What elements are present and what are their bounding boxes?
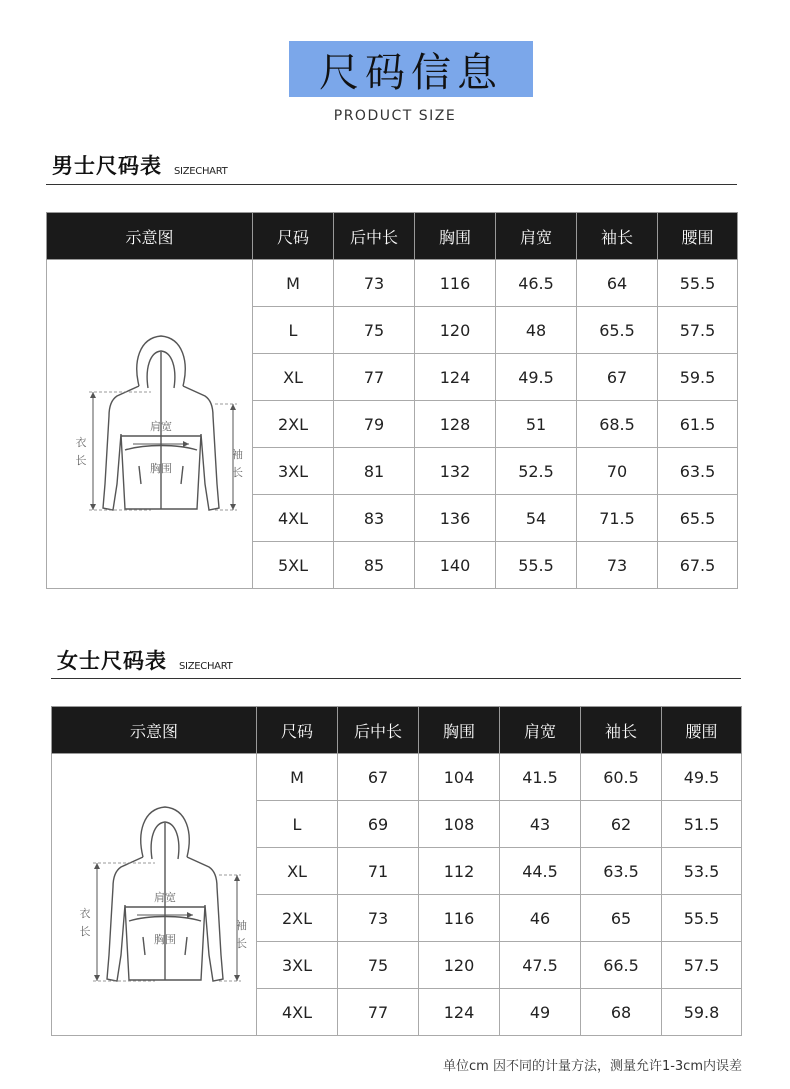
cell-shoulder: 51 — [496, 401, 577, 448]
cell-sleeve: 66.5 — [581, 942, 662, 989]
cell-back-length: 81 — [334, 448, 415, 495]
cell-chest: 120 — [415, 307, 496, 354]
cell-waist: 57.5 — [662, 942, 742, 989]
cell-waist: 63.5 — [658, 448, 738, 495]
womens-section-subtitle: SIZECHART — [179, 661, 233, 672]
col-header-back-length: 后中长 — [334, 213, 415, 260]
chest-label: 胸围 — [149, 462, 172, 475]
cell-waist: 59.8 — [662, 989, 742, 1036]
cell-chest: 104 — [419, 754, 500, 801]
cell-sleeve: 67 — [577, 354, 658, 401]
cell-shoulder: 46 — [500, 895, 581, 942]
length-label-b: 长 — [75, 454, 86, 467]
cell-shoulder: 46.5 — [496, 260, 577, 307]
cell-chest: 124 — [415, 354, 496, 401]
cell-waist: 55.5 — [658, 260, 738, 307]
womens-section-title: 女士尺码表 — [57, 649, 167, 673]
mens-divider — [46, 184, 737, 185]
sleeve-label-a: 袖 — [236, 918, 247, 932]
col-header-diagram: 示意图 — [52, 707, 257, 754]
col-header-chest: 胸围 — [419, 707, 500, 754]
cell-size: 3XL — [253, 448, 334, 495]
jacket-diagram-icon — [55, 324, 245, 524]
cell-chest: 128 — [415, 401, 496, 448]
womens-divider — [51, 678, 741, 679]
page-subtitle: PRODUCT SIZE — [333, 108, 457, 124]
cell-size: L — [253, 307, 334, 354]
cell-chest: 116 — [415, 260, 496, 307]
cell-size: L — [257, 801, 338, 848]
cell-sleeve: 65.5 — [577, 307, 658, 354]
diagram-cell — [47, 260, 253, 589]
cell-chest: 140 — [415, 542, 496, 589]
col-header-waist: 腰围 — [658, 213, 738, 260]
sleeve-label-b: 长 — [231, 466, 243, 479]
cell-shoulder: 44.5 — [500, 848, 581, 895]
cell-waist: 67.5 — [658, 542, 738, 589]
cell-chest: 112 — [419, 848, 500, 895]
sleeve-label-b: 长 — [236, 936, 247, 950]
cell-chest: 132 — [415, 448, 496, 495]
cell-sleeve: 60.5 — [581, 754, 662, 801]
cell-waist: 61.5 — [658, 401, 738, 448]
mens-size-table — [46, 212, 738, 589]
mens-section-title: 男士尺码表 — [52, 154, 162, 178]
cell-sleeve: 63.5 — [581, 848, 662, 895]
cell-size: XL — [257, 848, 338, 895]
col-header-shoulder: 肩宽 — [500, 707, 581, 754]
cell-chest: 116 — [419, 895, 500, 942]
cell-back-length: 71 — [338, 848, 419, 895]
cell-shoulder: 41.5 — [500, 754, 581, 801]
womens-size-table — [51, 706, 742, 1036]
col-header-diagram: 示意图 — [47, 213, 253, 260]
col-header-sleeve: 袖长 — [577, 213, 658, 260]
col-header-size: 尺码 — [257, 707, 338, 754]
cell-size: 2XL — [253, 401, 334, 448]
length-label-a: 衣 — [75, 436, 86, 449]
mens-section-subtitle: SIZECHART — [174, 166, 228, 177]
mens-section-header — [52, 150, 227, 180]
cell-waist: 59.5 — [658, 354, 738, 401]
cell-sleeve: 65 — [581, 895, 662, 942]
cell-size: 4XL — [257, 989, 338, 1036]
cell-back-length: 79 — [334, 401, 415, 448]
col-header-back-length: 后中长 — [338, 707, 419, 754]
col-header-size: 尺码 — [253, 213, 334, 260]
womens-header-row — [52, 707, 742, 754]
diagram-cell — [52, 754, 257, 1036]
cell-size: 3XL — [257, 942, 338, 989]
col-header-chest: 胸围 — [415, 213, 496, 260]
length-label-b: 长 — [79, 924, 91, 938]
shoulder-label: 肩宽 — [149, 420, 172, 433]
cell-size: 2XL — [257, 895, 338, 942]
cell-sleeve: 71.5 — [577, 495, 658, 542]
cell-shoulder: 55.5 — [496, 542, 577, 589]
cell-sleeve: 62 — [581, 801, 662, 848]
cell-size: M — [253, 260, 334, 307]
cell-waist: 55.5 — [662, 895, 742, 942]
cell-back-length: 73 — [334, 260, 415, 307]
cell-shoulder: 47.5 — [500, 942, 581, 989]
measurement-footnote: 单位cm 因不同的计量方法，测量允许1-3cm内误差 — [443, 1059, 742, 1074]
cell-waist: 53.5 — [662, 848, 742, 895]
chest-label: 胸围 — [154, 932, 176, 946]
cell-size: 4XL — [253, 495, 334, 542]
cell-sleeve: 68.5 — [577, 401, 658, 448]
cell-back-length: 77 — [338, 989, 419, 1036]
cell-shoulder: 43 — [500, 801, 581, 848]
col-header-waist: 腰围 — [662, 707, 742, 754]
cell-shoulder: 52.5 — [496, 448, 577, 495]
cell-shoulder: 54 — [496, 495, 577, 542]
cell-waist: 65.5 — [658, 495, 738, 542]
cell-back-length: 75 — [334, 307, 415, 354]
cell-shoulder: 49 — [500, 989, 581, 1036]
mens-header-row — [47, 213, 738, 260]
cell-sleeve: 70 — [577, 448, 658, 495]
sleeve-label-a: 袖 — [231, 448, 243, 461]
cell-back-length: 73 — [338, 895, 419, 942]
cell-sleeve: 73 — [577, 542, 658, 589]
cell-chest: 108 — [419, 801, 500, 848]
table-row — [52, 754, 742, 801]
shoulder-label: 肩宽 — [154, 890, 176, 904]
col-header-sleeve: 袖长 — [581, 707, 662, 754]
cell-back-length: 85 — [334, 542, 415, 589]
cell-back-length: 69 — [338, 801, 419, 848]
table-row — [47, 260, 738, 307]
cell-chest: 136 — [415, 495, 496, 542]
cell-waist: 49.5 — [662, 754, 742, 801]
cell-back-length: 83 — [334, 495, 415, 542]
cell-back-length: 77 — [334, 354, 415, 401]
cell-shoulder: 49.5 — [496, 354, 577, 401]
cell-size: M — [257, 754, 338, 801]
cell-back-length: 67 — [338, 754, 419, 801]
col-header-shoulder: 肩宽 — [496, 213, 577, 260]
page-title: 尺码信息 — [289, 41, 533, 97]
jacket-diagram-icon — [59, 795, 249, 995]
cell-sleeve: 68 — [581, 989, 662, 1036]
womens-section-header — [57, 645, 232, 675]
length-label-a: 衣 — [79, 906, 91, 920]
cell-size: XL — [253, 354, 334, 401]
cell-waist: 57.5 — [658, 307, 738, 354]
cell-chest: 124 — [419, 989, 500, 1036]
cell-sleeve: 64 — [577, 260, 658, 307]
cell-back-length: 75 — [338, 942, 419, 989]
cell-waist: 51.5 — [662, 801, 742, 848]
cell-shoulder: 48 — [496, 307, 577, 354]
cell-size: 5XL — [253, 542, 334, 589]
cell-chest: 120 — [419, 942, 500, 989]
